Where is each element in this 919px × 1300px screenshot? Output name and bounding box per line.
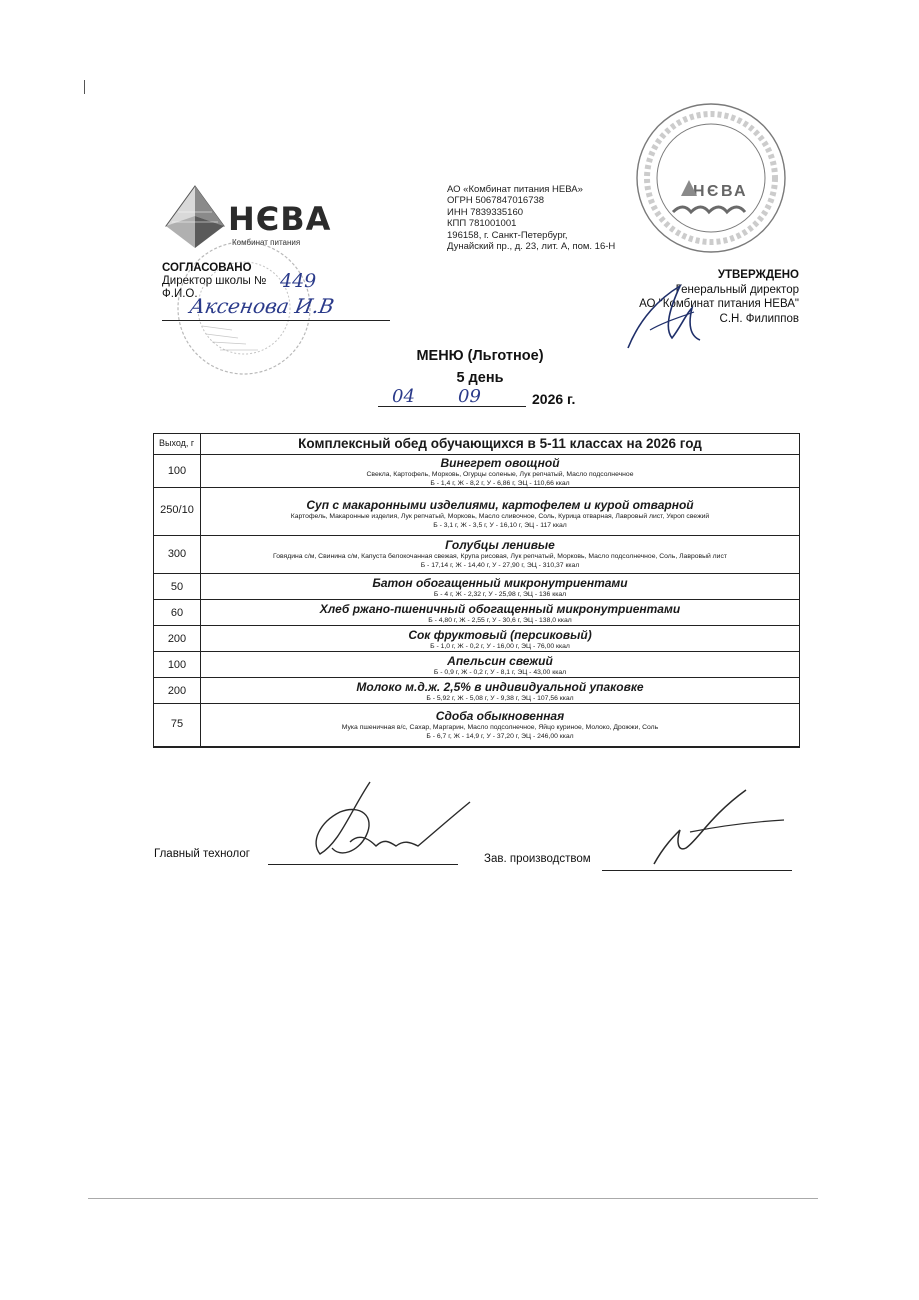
date-day: 04: [392, 386, 415, 407]
yield-column-header: Выход, г: [159, 438, 195, 448]
table-row: [154, 626, 799, 652]
school-director-signature: Аксенова И.В: [187, 294, 336, 318]
production-manager-line: [602, 870, 792, 871]
approved-company: АО "Комбинат питания НЕВА": [639, 298, 799, 310]
dish-name: Сок фруктовый (персиковый): [408, 628, 592, 642]
svg-text:Є: Є: [707, 183, 719, 200]
dish-ingredients: Картофель, Макаронные изделия, Лук репчатый, Морковь, Масло сливочное, Соль, Курица отварная, Лавровый лист, Укроп свежий: [290, 513, 710, 520]
approved-heading: УТВЕРЖДЕНО: [717, 269, 799, 281]
item-yield: 100: [167, 465, 187, 477]
dish-name: Винегрет овощной: [440, 456, 560, 470]
org-line: ИНН 7839335160: [447, 206, 524, 218]
approved-position: Генеральный директор: [675, 283, 799, 296]
item-yield: 250/10: [160, 504, 194, 516]
org-line: ОГРН 5067847016738: [447, 195, 545, 207]
dish-nutrition: Б - 1,0 г, Ж - 0,2 г, У - 16,00 г, ЭЦ - 76,00 ккал: [430, 643, 570, 650]
dish-name: Молоко м.д.ж. 2,5% в индивидуальной упаковке: [356, 680, 644, 694]
dish-name: Батон обогащенный микронутриентами: [372, 576, 628, 590]
dish-nutrition: Б - 1,4 г, Ж - 8,2 г, У - 6,86 г, ЭЦ - 110,66 ккал: [430, 480, 570, 487]
date-year: 2026 г.: [532, 391, 576, 407]
menu-table: [153, 433, 800, 748]
dish-ingredients: Свекла, Картофель, Морковь, Огурцы соленые, Лук репчатый, Масло подсолнечное: [366, 471, 634, 478]
dish-ingredients: Мука пшеничная в/с, Сахар, Маргарин, Масло подсолнечное, Яйцо куриное, Молоко, Дрожжи, Соль: [341, 724, 659, 731]
dish-nutrition: Б - 0,9 г, Ж - 0,2 г, У - 8,1 г, ЭЦ - 43,00 ккал: [433, 669, 567, 676]
chief-technologist-signature-icon: [280, 772, 480, 872]
logo-subtitle: Комбинат питания: [232, 238, 301, 247]
table-row: [154, 678, 799, 704]
table-row: [154, 454, 799, 488]
table-row: [154, 574, 799, 600]
dish-nutrition: Б - 4 г, Ж - 2,32 г, У - 25,98 г, ЭЦ - 136 ккал: [433, 591, 567, 598]
item-yield: 100: [167, 659, 187, 671]
table-header: [154, 434, 799, 455]
item-yield: 50: [170, 581, 184, 593]
date-month: 09: [458, 386, 481, 407]
dish-name: Хлеб ржано-пшеничный обогащенный микронутриентами: [319, 602, 681, 616]
table-row: [154, 704, 799, 747]
table-row: [154, 652, 799, 678]
svg-text:В: В: [721, 183, 733, 200]
dish-nutrition: Б - 6,7 г, Ж - 14,9 г, У - 37,20 г, ЭЦ - 246,00 ккал: [426, 733, 574, 740]
agreed-director-label: Директор школы №: [162, 275, 267, 287]
menu-day: 5 день: [456, 370, 504, 386]
item-yield: 60: [170, 607, 184, 619]
org-line: КПП 781001001: [447, 218, 517, 230]
agreed-signature-line: [162, 320, 390, 321]
dish-nutrition: Б - 3,1 г, Ж - 3,5 г, У - 16,10 г, ЭЦ - 117 ккал: [433, 522, 567, 529]
organization-info: [447, 184, 615, 252]
menu-date: [378, 388, 598, 414]
yield-column-divider: [200, 434, 201, 747]
school-number-handwritten: 449: [280, 270, 317, 292]
dish-name: Голубцы ленивые: [445, 538, 555, 552]
dish-name: Суп с макаронными изделиями, картофелем и курой отварной: [306, 498, 694, 512]
item-yield: 75: [170, 718, 184, 730]
chief-technologist-label: Главный технолог: [154, 848, 250, 860]
director-signature-icon: [620, 278, 710, 358]
dish-nutrition: Б - 4,80 г, Ж - 2,55 г, У - 30,6 г, ЭЦ - 138,0 ккал: [428, 617, 572, 624]
table-row: [154, 536, 799, 574]
table-title: Комплексный обед обучающихся в 5-11 классах на 2026 год: [298, 436, 702, 451]
agreed-heading: СОГЛАСОВАНО: [162, 262, 252, 274]
dish-ingredients: Говядина с/м, Свинина с/м, Капуста белокочанная свежая, Крупа рисовая, Лук репчатый, Морковь, Масло подсолнечное, Соль, Лавровый лист: [273, 553, 727, 560]
org-line: АО «Комбинат питания НЕВА»: [447, 184, 583, 195]
org-line: Дунайский пр., д. 23, лит. А, пом. 16-Н: [447, 241, 616, 253]
menu-title: МЕНЮ (Льготное): [416, 348, 544, 364]
scan-edge-mark: [84, 80, 85, 94]
dish-name: Апельсин свежий: [447, 654, 553, 668]
svg-text:Н: Н: [693, 183, 705, 200]
table-row: [154, 600, 799, 626]
table-row: [154, 488, 799, 536]
item-yield: 300: [167, 548, 187, 560]
company-stamp-icon: [633, 100, 789, 256]
dish-nutrition: Б - 17,14 г, Ж - 14,40 г, У - 27,90 г, ЭЦ - 310,37 ккал: [420, 562, 580, 569]
item-yield: 200: [167, 633, 187, 645]
org-line: 196158, г. Санкт-Петербург,: [447, 229, 568, 241]
dish-name: Сдоба обыкновенная: [435, 709, 565, 723]
agreed-name-label: Ф.И.О.: [162, 288, 198, 300]
svg-text:А: А: [734, 183, 746, 200]
production-manager-label: Зав. производством: [484, 853, 591, 865]
dish-nutrition: Б - 5,92 г, Ж - 5,08 г, У - 9,38 г, ЭЦ - 107,56 ккал: [426, 695, 574, 702]
production-manager-signature-icon: [650, 786, 790, 870]
scan-bottom-edge: [88, 1198, 818, 1199]
item-yield: 200: [167, 685, 187, 697]
logo-wordmark: НЄВА: [228, 200, 332, 238]
approved-name: С.Н. Филиппов: [719, 312, 799, 325]
